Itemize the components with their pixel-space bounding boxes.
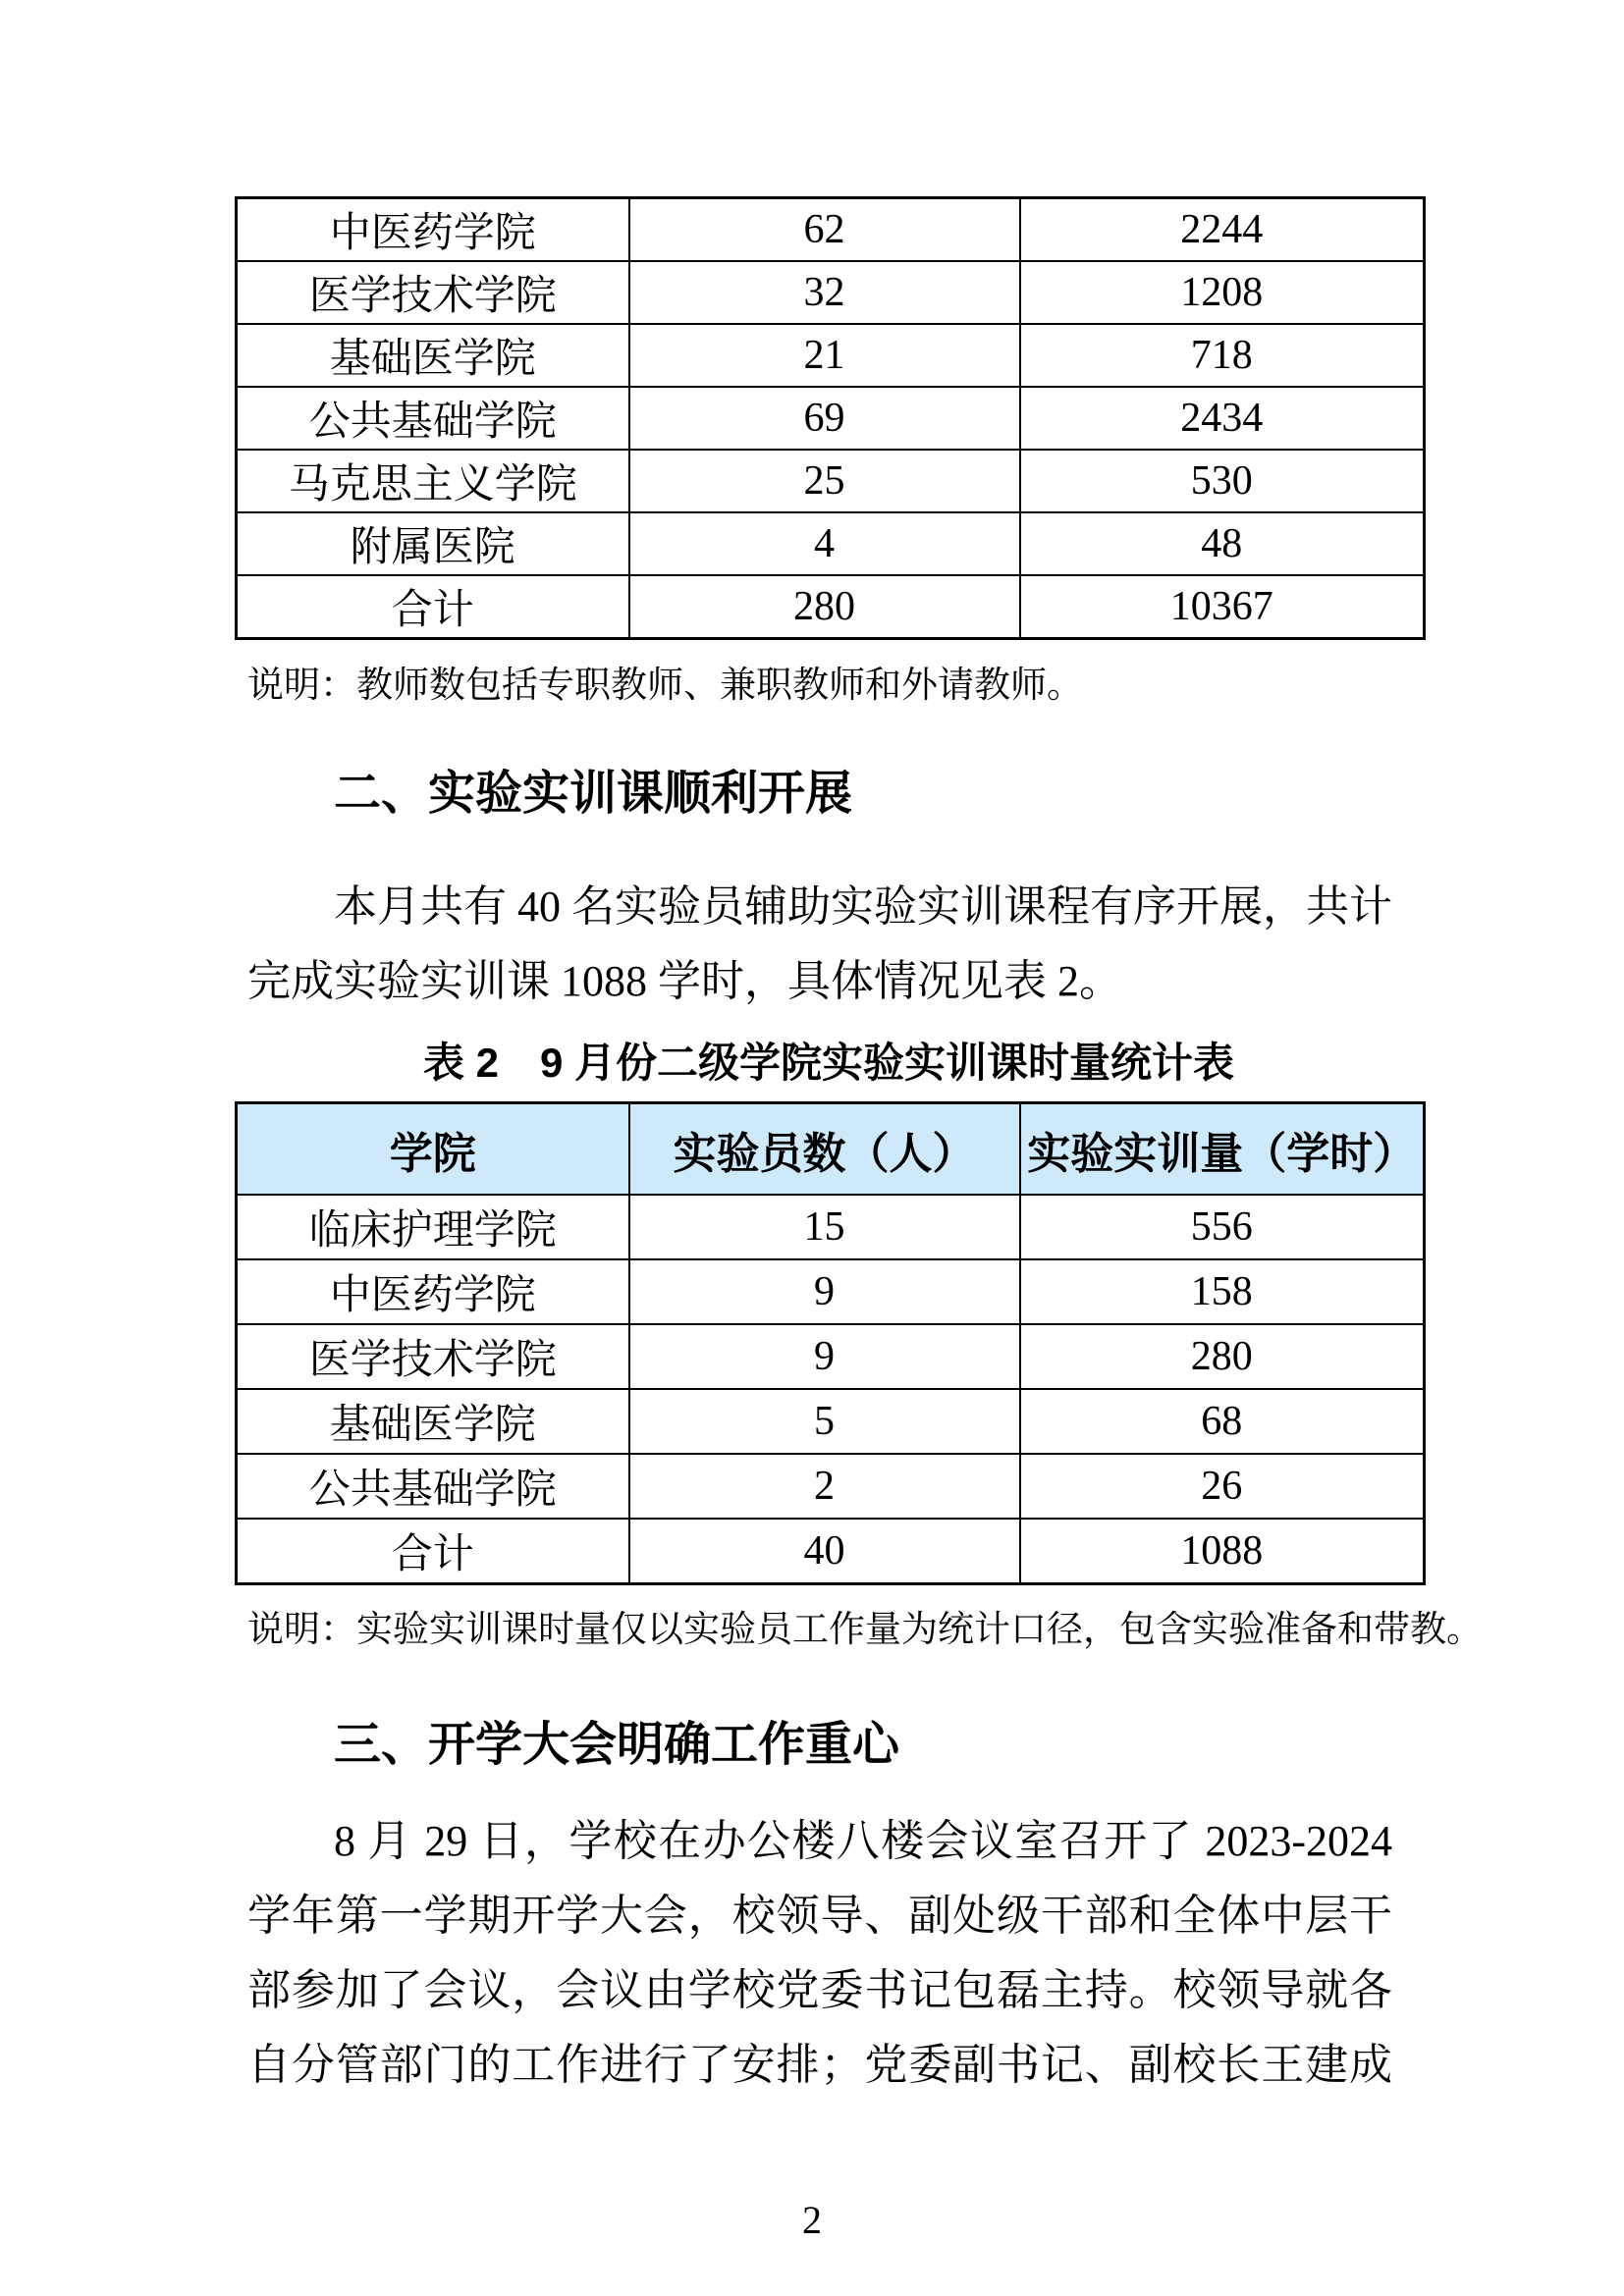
training-course-table xyxy=(235,1101,1426,1585)
table-row xyxy=(237,1195,1425,1259)
college-cell: 中医药学院 xyxy=(237,198,629,262)
section3-paragraph: 8 月 29 日，学校在办公楼八楼会议室召开了 2023-2024 学年第一学期开学大会，校领导、副处级干部和全体中层干部参加了会议，会议由学校党委书记包磊主持。校领导就各自分管部门的工作进行了安排；党委副书记、副校长王建成 xyxy=(247,1817,1392,2089)
hours-cell: 10367 xyxy=(1020,575,1425,639)
training-hours-cell: 158 xyxy=(1020,1259,1425,1324)
teacher-stats-table xyxy=(235,196,1426,640)
college-cell: 医学技术学院 xyxy=(237,261,629,324)
table-total-row xyxy=(237,1519,1425,1584)
teacher-count-cell: 280 xyxy=(629,575,1020,639)
college-cell: 公共基础学院 xyxy=(237,1454,629,1519)
teacher-count-cell: 69 xyxy=(629,387,1020,450)
training-hours-header-cell: 实验实训量（学时） xyxy=(1020,1103,1425,1196)
table-row xyxy=(237,1259,1425,1324)
college-cell: 基础医学院 xyxy=(237,1389,629,1454)
section2-paragraph: 本月共有 40 名实验员辅助实验实训课程有序开展，共计完成实验实训课 1088 学时，具体情况见表 2。 xyxy=(247,882,1392,1005)
hours-cell: 2434 xyxy=(1020,387,1425,450)
table-row xyxy=(237,1324,1425,1389)
college-cell: 中医药学院 xyxy=(237,1259,629,1324)
table1-note: 说明：教师数包括专职教师、兼职教师和外请教师。 xyxy=(247,666,1083,706)
section3-heading: 三、开学大会明确工作重心 xyxy=(334,1719,900,1771)
table-row xyxy=(237,198,1425,262)
teacher-count-cell: 25 xyxy=(629,450,1020,512)
hours-cell: 1208 xyxy=(1020,261,1425,324)
training-hours-cell: 556 xyxy=(1020,1195,1425,1259)
hours-cell: 718 xyxy=(1020,324,1425,387)
staff-count-cell: 9 xyxy=(629,1324,1020,1389)
college-cell: 马克思主义学院 xyxy=(237,450,629,512)
college-cell: 基础医学院 xyxy=(237,324,629,387)
staff-count-cell: 40 xyxy=(629,1519,1020,1584)
hours-cell: 530 xyxy=(1020,450,1425,512)
table-row xyxy=(237,450,1425,512)
teacher-count-cell: 32 xyxy=(629,261,1020,324)
teacher-count-cell: 62 xyxy=(629,198,1020,262)
staff-count-cell: 9 xyxy=(629,1259,1020,1324)
training-hours-cell: 68 xyxy=(1020,1389,1425,1454)
college-cell: 临床护理学院 xyxy=(237,1195,629,1259)
hours-cell: 2244 xyxy=(1020,198,1425,262)
table-row xyxy=(237,1389,1425,1454)
table-total-row xyxy=(237,575,1425,639)
college-header-cell: 学院 xyxy=(237,1103,629,1196)
college-cell: 附属医院 xyxy=(237,512,629,575)
table2-caption: 表 2 9 月份二级学院实验实训课时量统计表 xyxy=(422,1040,1235,1086)
table-row xyxy=(237,324,1425,387)
college-cell: 公共基础学院 xyxy=(237,387,629,450)
table-row xyxy=(237,1454,1425,1519)
staff-count-cell: 5 xyxy=(629,1389,1020,1454)
teacher-count-cell: 21 xyxy=(629,324,1020,387)
staff-count-cell: 2 xyxy=(629,1454,1020,1519)
training-hours-cell: 280 xyxy=(1020,1324,1425,1389)
staff-count-header-cell: 实验员数（人） xyxy=(629,1103,1020,1196)
table-header-row xyxy=(237,1103,1425,1196)
section2-heading: 二、实验实训课顺利开展 xyxy=(334,768,853,820)
table2-note: 说明：实验实训课时量仅以实验员工作量为统计口径，包含实验准备和带教。 xyxy=(247,1610,1483,1650)
hours-cell: 48 xyxy=(1020,512,1425,575)
training-hours-cell: 26 xyxy=(1020,1454,1425,1519)
college-cell: 医学技术学院 xyxy=(237,1324,629,1389)
college-cell: 合计 xyxy=(237,1519,629,1584)
table-row xyxy=(237,512,1425,575)
staff-count-cell: 15 xyxy=(629,1195,1020,1259)
training-hours-cell: 1088 xyxy=(1020,1519,1425,1584)
teacher-count-cell: 4 xyxy=(629,512,1020,575)
college-cell: 合计 xyxy=(237,575,629,639)
page-number: 2 xyxy=(802,2198,822,2242)
table-row xyxy=(237,261,1425,324)
table-row xyxy=(237,387,1425,450)
